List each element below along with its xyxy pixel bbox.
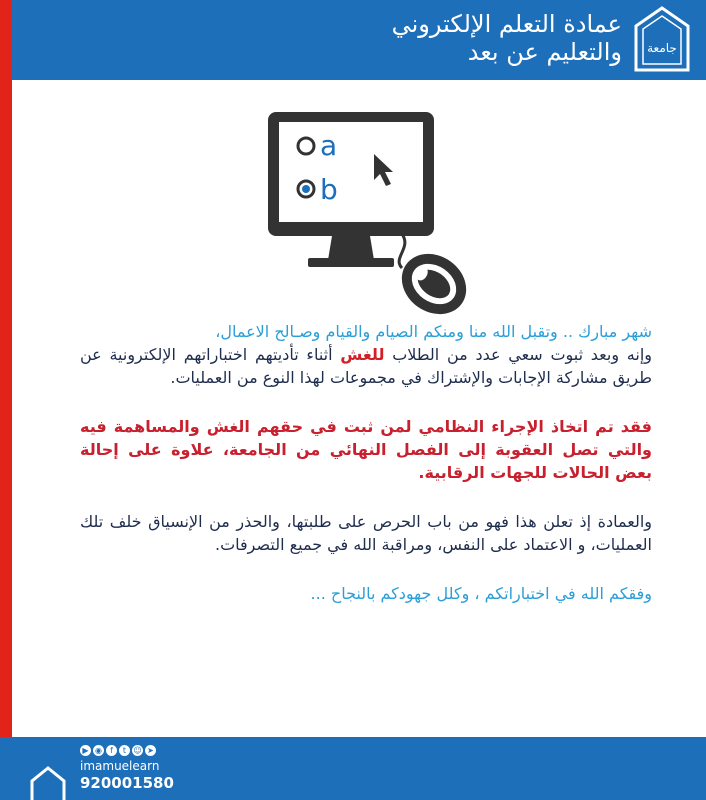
phone-number: 920001580: [80, 774, 174, 792]
left-red-stripe: [0, 0, 12, 800]
social-icons: [80, 745, 156, 756]
header-title-line1: عمادة التعلم الإلكتروني: [391, 10, 622, 38]
social-handle: imamuelearn: [80, 759, 160, 773]
cheating-highlight: للغش: [340, 345, 385, 364]
intro-part1: وإنه وبعد ثبوت سعي عدد من الطلاب: [384, 345, 652, 364]
home-outline-icon: [30, 765, 66, 800]
penalty-warning: فقد تم اتخاذ الإجراء النظامي لمن ثبت في حقهم الغش والمساهمة فيه والتي تصل العقوبة إلى الفصل النهائي من الجامعة، علاوة على إحالة بعض الحالات للجهات الرقابية.: [80, 417, 652, 482]
intro-part2: أثناء تأديتهم اختباراتهم الإلكترونية عن طريق مشاركة الإجابات والإشتراك في مجموعات لهذا النوع من العمليات.: [80, 345, 652, 387]
mouse-cable: [399, 234, 405, 268]
footer-banner: [0, 737, 706, 800]
option-a-label: a: [320, 129, 338, 162]
monitor-icon: [268, 112, 434, 267]
header-title: [202, 10, 622, 66]
intro-paragraph: [80, 343, 652, 389]
header-banner: [12, 0, 706, 80]
logo-text: جامعة: [647, 41, 677, 55]
announcement-text: [80, 320, 652, 605]
advice-paragraph: والعمادة إذ تعلن هذا فهو من باب الحرص على طلبتها، والحذر من الإنسياق خلف تلك العمليات، و الاعتماد على النفس، ومراقبة الله في جميع التصرفات.: [80, 512, 652, 554]
closing-wishes: وفقكم الله في اختباراتكم ، وكلل جهودكم بالنجاح ...: [310, 584, 652, 603]
twitter-icon[interactable]: t: [119, 745, 130, 756]
instagram-icon[interactable]: ◉: [93, 745, 104, 756]
youtube-icon[interactable]: ▶: [80, 745, 91, 756]
header-title-line2: والتعليم عن بعد: [467, 38, 622, 66]
greeting-text: شهر مبارك .. وتقبل الله منا ومنكم الصيام والقيام وصـالح الاعمال،: [215, 322, 652, 341]
computer-exam-illustration: [262, 108, 474, 320]
facebook-icon[interactable]: f: [106, 745, 117, 756]
university-logo: [632, 6, 692, 72]
snapchat-icon[interactable]: ☺: [133, 746, 142, 755]
option-b-label: b: [320, 173, 338, 206]
telegram-icon[interactable]: ➤: [145, 745, 156, 756]
